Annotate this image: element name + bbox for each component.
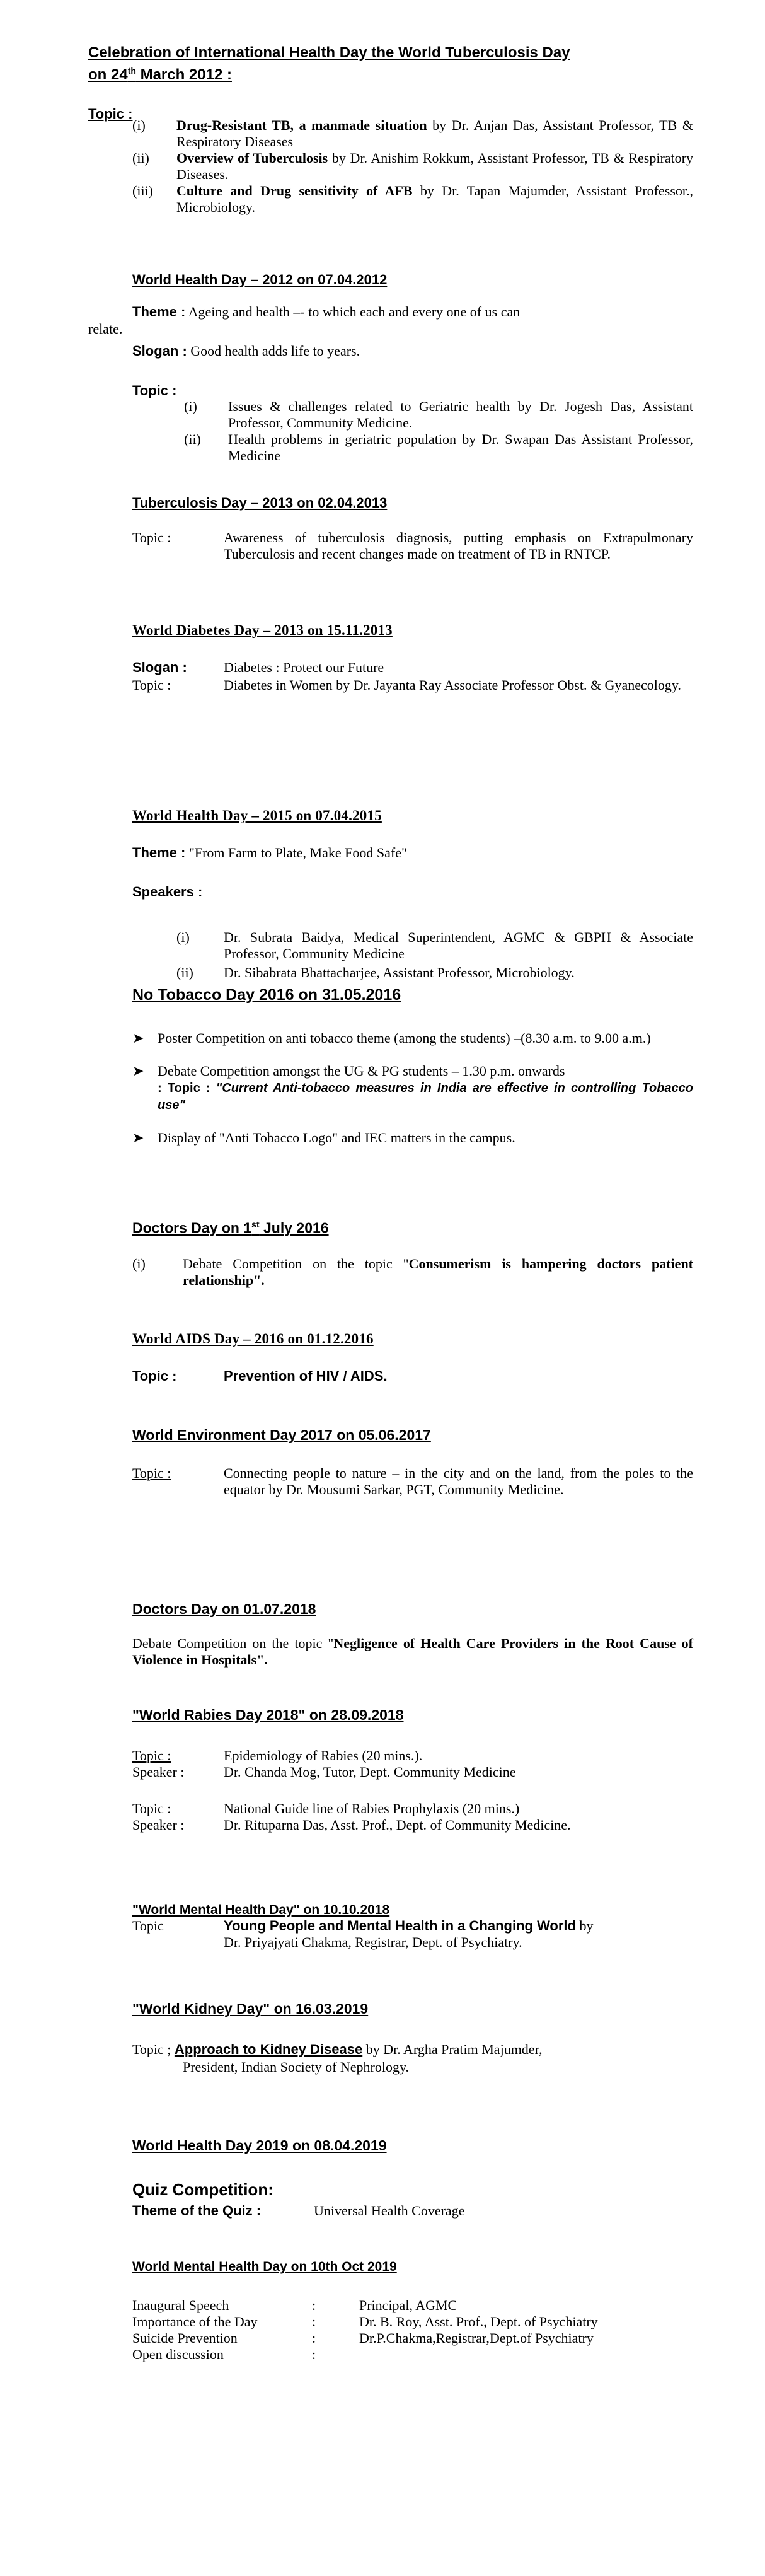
whd-2019-theme-value: Universal Health Coverage xyxy=(314,2203,465,2219)
whd-2012-theme-cont: relate. xyxy=(88,321,123,337)
list-item: (ii) Overview of Tuberculosis by Dr. Anishim Rokkum, Assistant Professor, TB & Respiratory Diseases. xyxy=(132,150,693,182)
aids-2016-heading: World AIDS Day – 2016 on 01.12.2016 xyxy=(132,1331,374,1347)
whd-2019-heading: World Health Day 2019 on 08.04.2019 xyxy=(132,2137,387,2154)
page-title xyxy=(88,44,693,84)
tb-2013-topic-label: Topic : xyxy=(132,530,171,545)
whd-2012-topic-label: Topic : xyxy=(132,383,177,398)
arrow-bullet-icon: ➤ xyxy=(132,1030,144,1046)
table-row: Suicide Prevention : Dr.P.Chakma,Registrar,Dept.of Psychiatry xyxy=(132,2330,594,2346)
tb-2013-topic-text: Awareness of tuberculosis diagnosis, putting emphasis on Extrapulmonary Tuberculosis and recent changes made on treatment of TB in RNTCP. xyxy=(224,530,693,562)
tb-2012-topic-list xyxy=(132,117,693,216)
whd-2012-heading: World Health Day – 2012 on 07.04.2012 xyxy=(132,272,388,287)
mhd-2018-heading: "World Mental Health Day" on 10.10.2018 xyxy=(132,1903,390,1917)
list-item: (i) Dr. Subrata Baidya, Medical Superintendent, AGMC & GBPH & Associate Professor, Community Medicine xyxy=(176,929,693,961)
table-row: Open discussion : xyxy=(132,2347,316,2362)
table-row: Speaker : Dr. Chanda Mog, Tutor, Dept. Community Medicine xyxy=(132,1764,516,1780)
ntd-2016-heading: No Tobacco Day 2016 on 31.05.2016 xyxy=(132,986,401,1004)
table-row: Topic : Epidemiology of Rabies (20 mins.). xyxy=(132,1748,423,1763)
arrow-bullet-icon: ➤ xyxy=(132,1130,144,1146)
whd-2015-speakers-label: Speakers : xyxy=(132,884,203,900)
list-item: (ii) Health problems in geriatric population by Dr. Swapan Das Assistant Professor, Medicine xyxy=(184,431,693,463)
mhd-2019-table xyxy=(132,2297,693,2363)
table-row: Speaker : Dr. Rituparna Das, Asst. Prof., Dept. of Community Medicine. xyxy=(132,1817,571,1833)
arrow-bullet-icon: ➤ xyxy=(132,1063,144,1079)
mhd-2019-heading: World Mental Health Day on 10th Oct 2019 xyxy=(132,2260,397,2274)
tb-2012-topic-label: Topic : xyxy=(88,106,133,122)
whd-2015-speaker-list xyxy=(176,929,693,981)
mhd-2018-topic-text: Young People and Mental Health in a Changing World by Dr. Priyajyati Chakma, Registrar, Dept. of Psychiatry. xyxy=(224,1918,594,1950)
whd-2015-theme: Theme : "From Farm to Plate, Make Food Safe" xyxy=(132,845,407,861)
tb-2013-heading: Tuberculosis Day – 2013 on 02.04.2013 xyxy=(132,495,388,511)
wed-2017-topic-text: Connecting people to nature – in the city and on the land, from the poles to the equator by Dr. Mousumi Sarkar, PGT, Community Medicine. xyxy=(224,1465,693,1497)
rabies-2018-table xyxy=(132,1748,693,1833)
wdd-2013-slogan-text: Diabetes : Protect our Future xyxy=(224,659,384,675)
list-item: ➤ Poster Competition on anti tobacco theme (among the students) –(8.30 a.m. to 9.00 a.m.) xyxy=(132,1030,651,1046)
kidney-2019-topic-cont: President, Indian Society of Nephrology. xyxy=(183,2059,410,2075)
whd-2015-heading: World Health Day – 2015 on 07.04.2015 xyxy=(132,808,382,823)
title-line-1: Celebration of International Health Day the World Tuberculosis Day xyxy=(88,44,570,61)
list-item: (iii) Culture and Drug sensitivity of AFB by Dr. Tapan Majumder, Assistant Professor., Microbiology. xyxy=(132,183,693,215)
wed-2017-topic-label: Topic : xyxy=(132,1465,171,1481)
dd-2016-heading: Doctors Day on 1st July 2016 xyxy=(132,1219,329,1236)
whd-2012-theme: Theme : Ageing and health –- to which each and every one of us can xyxy=(132,304,521,320)
dd-2018-text: Debate Competition on the topic "Negligence of Health Care Providers in the Root Cause of Violence in Hospitals". xyxy=(132,1635,693,1668)
whd-2019-quiz-heading: Quiz Competition: xyxy=(132,2180,273,2199)
list-item: ➤ Debate Competition amongst the UG & PG students – 1.30 p.m. onwards : Topic : "Current Anti-tobacco measures in India are effective in controlling Tobacco use" xyxy=(132,1063,694,1112)
title-line-2: on 24th March 2012 : xyxy=(88,66,232,83)
mhd-2018-topic-label: Topic xyxy=(132,1918,164,1934)
table-row: Importance of the Day : Dr. B. Roy, Asst. Prof., Dept. of Psychiatry xyxy=(132,2314,598,2329)
rabies-2018-heading: "World Rabies Day 2018" on 28.09.2018 xyxy=(132,1707,404,1723)
dd-2018-heading: Doctors Day on 01.07.2018 xyxy=(132,1601,316,1617)
list-item: (ii) Dr. Sibabrata Bhattacharjee, Assistant Professor, Microbiology. xyxy=(176,965,575,980)
wed-2017-heading: World Environment Day 2017 on 05.06.2017 xyxy=(132,1427,431,1443)
list-item: (i) Issues & challenges related to Geriatric health by Dr. Jogesh Das, Assistant Professor, Community Medicine. xyxy=(184,398,693,431)
whd-2012-slogan: Slogan : Good health adds life to years. xyxy=(132,343,360,359)
table-row: Inaugural Speech : Principal, AGMC xyxy=(132,2297,457,2313)
wdd-2013-slogan-label: Slogan : xyxy=(132,659,187,675)
aids-2016-topic-text: Prevention of HIV / AIDS. xyxy=(224,1368,388,1384)
wdd-2013-topic-text: Diabetes in Women by Dr. Jayanta Ray Associate Professor Obst. & Gyanecology. xyxy=(224,677,681,693)
wdd-2013-heading: World Diabetes Day – 2013 on 15.11.2013 xyxy=(132,622,393,638)
wdd-2013-topic-label: Topic : xyxy=(132,677,171,693)
list-item: ➤ Display of "Anti Tobacco Logo" and IEC matters in the campus. xyxy=(132,1130,515,1146)
ntd-2016-bullets xyxy=(132,1030,693,1146)
whd-2012-topic-list xyxy=(184,398,693,464)
table-row: Topic : National Guide line of Rabies Prophylaxis (20 mins.) xyxy=(132,1801,520,1816)
kidney-2019-topic: Topic ; Approach to Kidney Disease by Dr. Argha Pratim Majumder, xyxy=(132,2041,543,2057)
aids-2016-topic-label: Topic : xyxy=(132,1368,177,1384)
kidney-2019-heading: "World Kidney Day" on 16.03.2019 xyxy=(132,2000,369,2017)
whd-2019-theme-label: Theme of the Quiz : xyxy=(132,2203,262,2219)
list-item: (i) Drug-Resistant TB, a manmade situation by Dr. Anjan Das, Assistant Professor, TB & Respiratory Diseases xyxy=(132,117,693,149)
dd-2016-item: (i) Debate Competition on the topic "Consumerism is hampering doctors patient relationship". xyxy=(132,1256,694,1288)
